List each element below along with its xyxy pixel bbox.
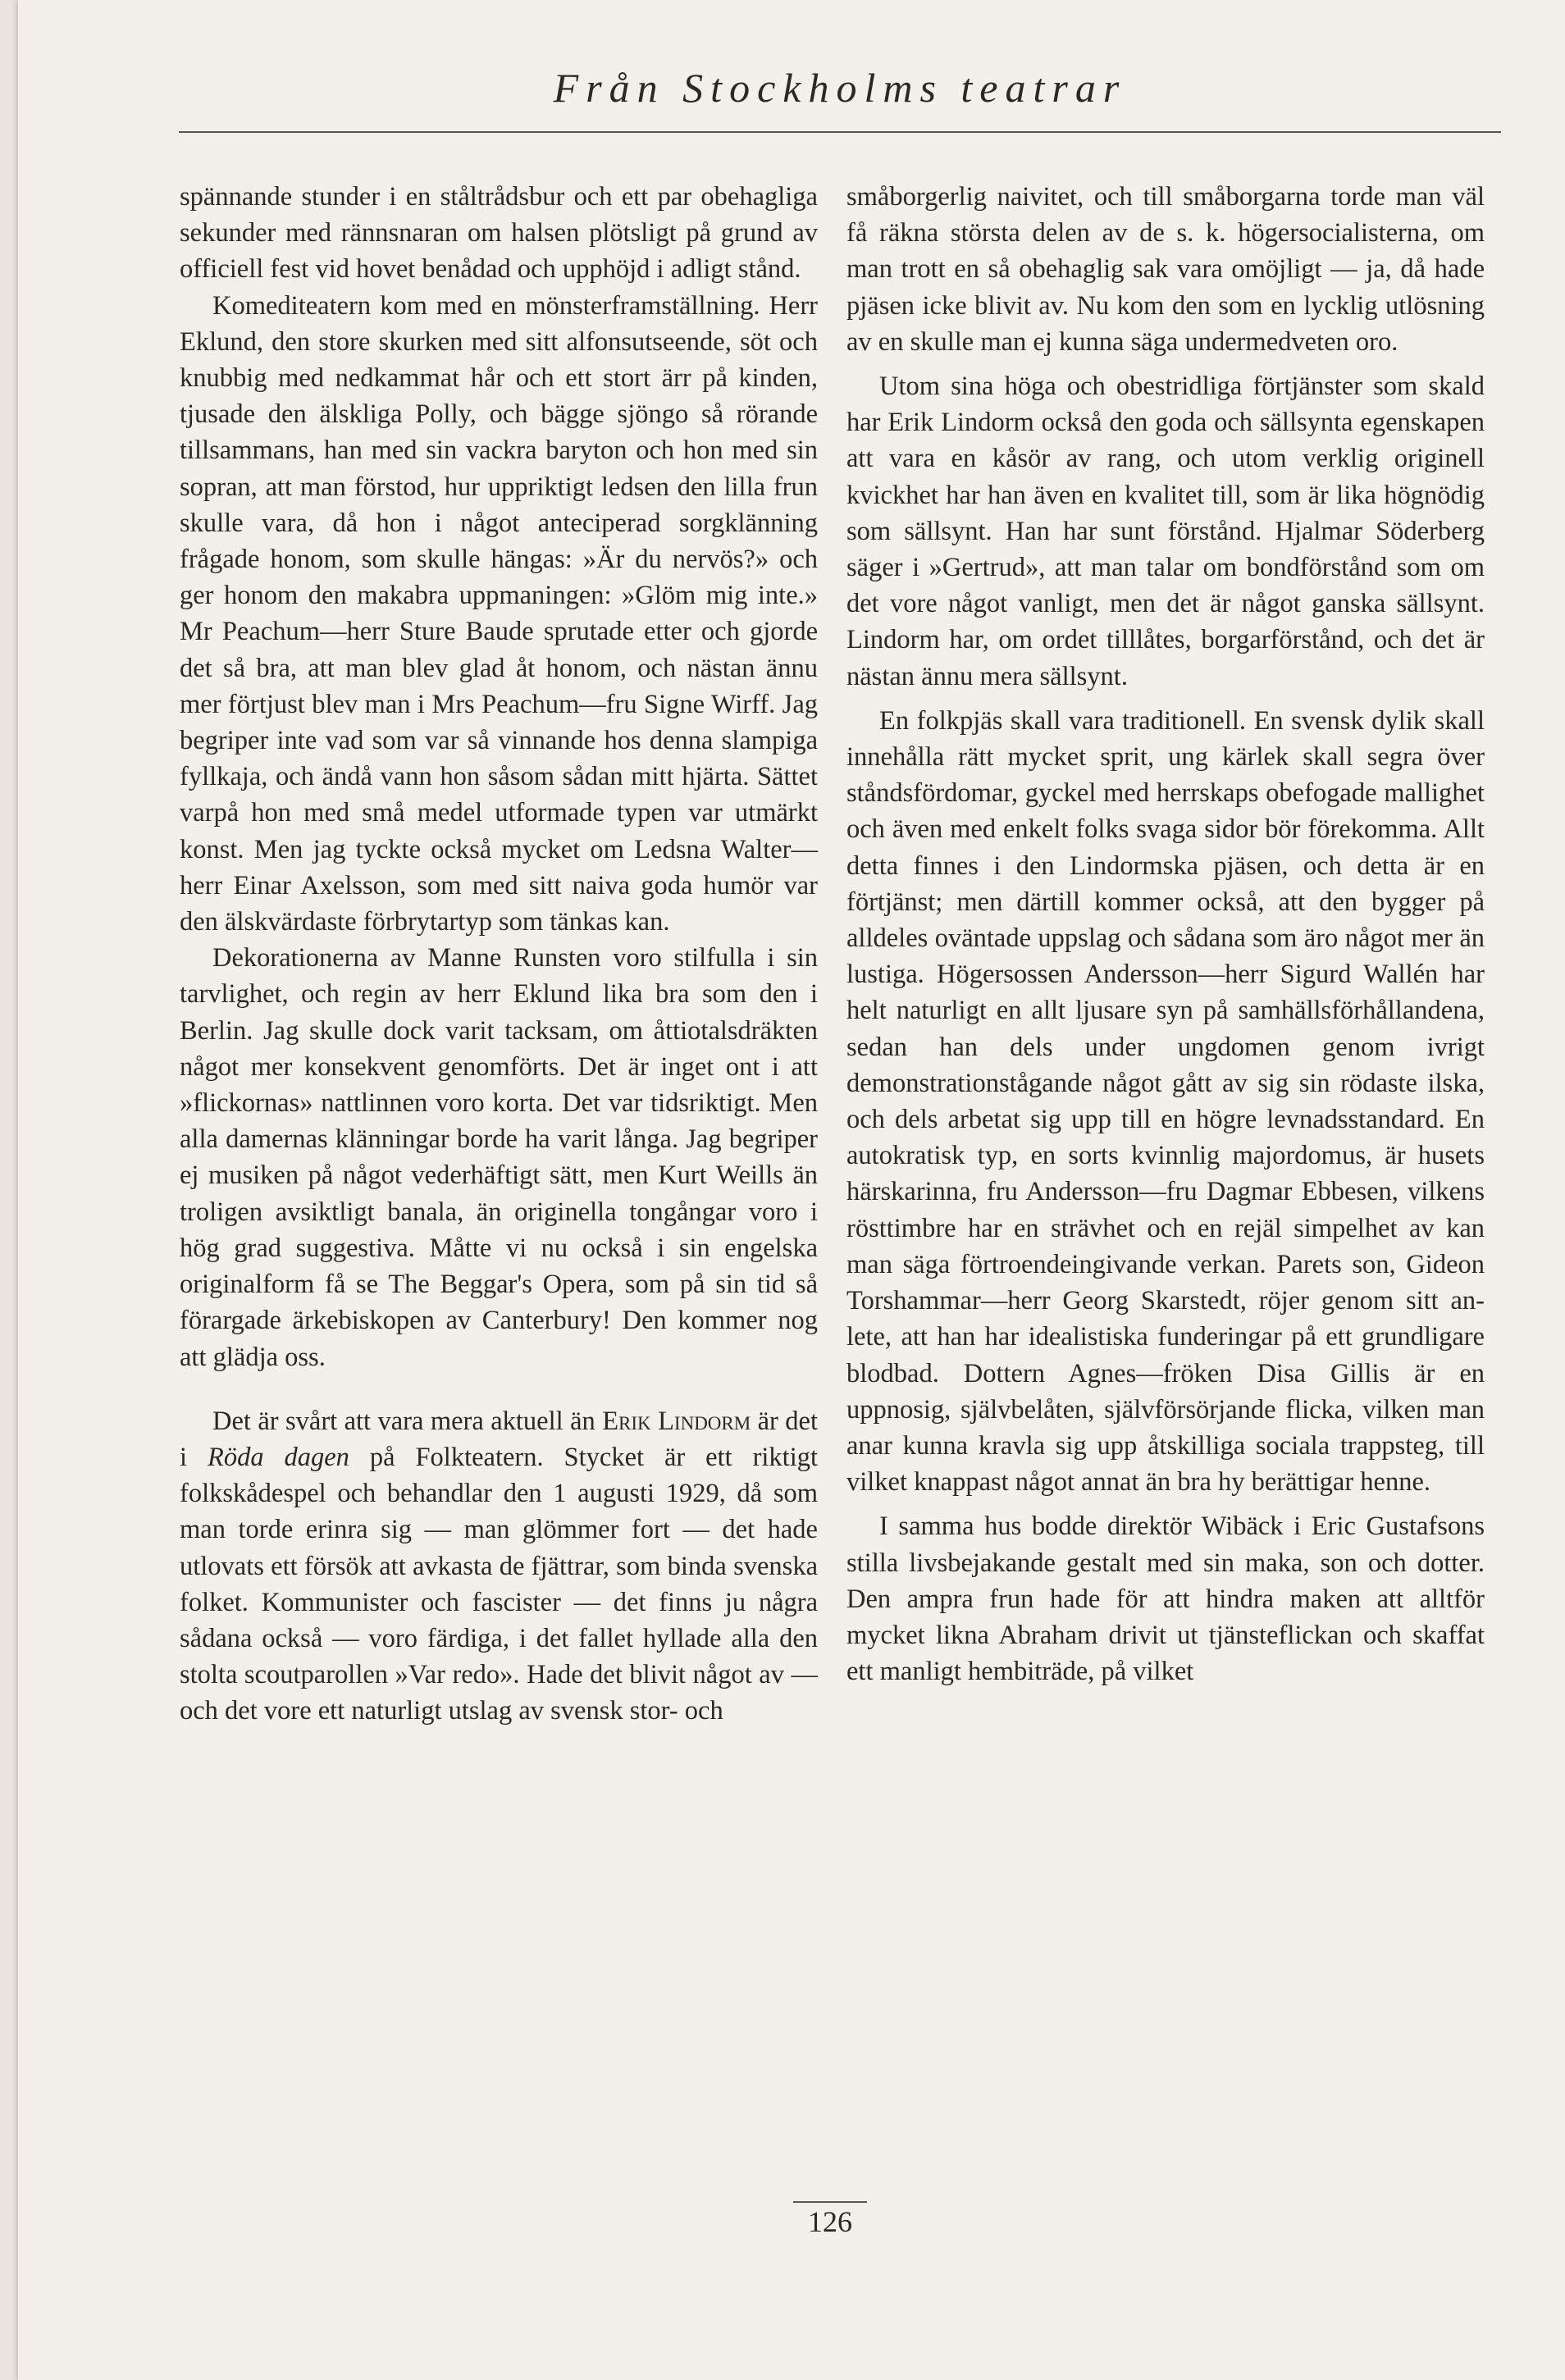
paragraph-5: småborgerlig naivitet, och till småborgarna torde man väl få räkna största delen av de s. k. högersocialisterna, om man trott en så obehaglig sak vara omöjligt — ja, då hade pjäsen icke blivit av. Nu kom den som en lycklig utlösning av en skulle man ej kunna säga undermedveten oro. (846, 182, 1485, 357)
paragraph-6: Utom sina höga och obestridliga förtjänster som skald har Erik Lindorm också den goda och sällsynta egenskapen att vara en kåsör av rang, och utom verklig originell kvickhet har han även en kvalitet till, som är lika högnödig som sällsynt. Han har sunt förstånd. Hjalmar Söderberg säger i »Gertrud», att man talar om bondförstånd som om det vore något vanligt, men det är något ganska sällsynt. Lindorm har, om ordet tilllåtes, borgarförstånd, och det är nästan ännu mera sällsynt. (846, 372, 1485, 691)
paragraph-4-end: på Folkteatern. Stycket är ett riktigt folkskådespel och behandlar den 1 augusti 1929, då som man torde erinra sig — man glömmer fort — det hade utlovats ett försök att avkasta de fjättrar, som binda svenska folket. Kommunister och fascister — det finns ju några sådana också — voro färdiga, i det fallet hyllade alla den stolta scoutparollen »Var redo». Hade det blivit något av — och det vore ett naturligt utslag av svensk stor- och (180, 1442, 819, 1726)
left-column (180, 179, 818, 1730)
paragraph-2: Komediteatern kom med en mönsterframställning. Herr Eklund, den store skurken med sitt alfonsutseende, söt och knubbig med nedkammat hår och ett stort ärr på kinden, tjusade den älskliga Polly, och bägge sjöngo så rörande tillsammans, han med sin vackra baryton och hon med sin sopran, att man förstod, hur uppriktigt ledsen den lilla frun skulle vara, då hon i något anteciperad sorgklänning frågade honom, som skulle hängas: »Är du nervös?» och ger honom den makabra uppmaningen: »Glöm mig inte.» Mr Peachum—herr Sture Baude sprutade etter och gjorde det så bra, att man blev glad åt honom, och nästan ännu mer förtjust blev man i Mrs Peachum—fru Signe Wirff. Jag begriper inte vad som var så vinnande hos denna slampiga fyllkaja, och ändå vann hon såsom sådan mitt hjärta. Sättet varpå hon med små medel utformade typen var utmärkt konst. Men jag tyckte också mycket om Ledsna Walter—herr Einar Axelsson, som med sitt naiva goda humör var den älskvärdaste förbrytartyp som tänkas kan. (180, 290, 818, 937)
author-name: Erik Lindorm (602, 1406, 751, 1436)
page-number: 126 (808, 2205, 852, 2238)
right-column (846, 179, 1485, 1689)
header-rule (179, 131, 1501, 133)
page-sheet (18, 0, 1565, 2380)
paragraph-8: I samma hus bodde direktör Wibäck i Eric Gustafsons stilla livsbejakande gestalt med sin maka, son och dotter. Den ampra frun hade för att hindra maken att alltför mycket likna Abraham drivit ut tjänsteflickan och skaffat ett manligt hembiträde, på vilket (846, 1511, 1485, 1687)
play-title: Röda dagen (207, 1442, 349, 1472)
paragraph-4-mid: är det i (180, 1406, 818, 1472)
running-head: Från Stockholms teatrar (553, 65, 1127, 111)
paragraph-7: En folkpjäs skall vara traditionell. En svensk dylik skall innehålla rätt mycket sprit, ung kärlek skall segra över ståndsfördomar, gyckel med herrskaps obefogade mallighet och även med enkelt folks svaga sidor bör förekomma. Allt detta finnes i den Lindormska pjäsen, och detta är en förtjänst; men därtill kommer också, att den bygger på alldeles oväntade uppslag och sådana som äro något mer än lustiga. Högersossen Andersson—herr Sigurd Wallén har helt naturligt en allt ljusare syn på samhällsförhållandena, sedan han dels under ungdomen genom ivrigt demonstrationstågande något gått av sig sin rödaste ilska, och dels arbetat sig upp till en högre levnadsstandard. En autokratisk typ, en sorts kvinnlig majordomus, är husets härskarinna, fru Andersson—fru Dagmar Ebbesen, vilkens rösttimbre har en strävhet och en rejäl simpelhet av kan man säga förtroendeingivande verkan. Parets son, Gideon Torshammar—herr Georg Skarstedt, röjer genom sitt anlete, att han har idealistiska funderingar på ett grundligare blodbad. Dottern Agnes—fröken Disa Gillis är en uppnosig, självbelåten, självförsörjande flicka, vilken man anar kunna kravla sig upp åtskilliga sociala trappsteg, till vilket knappast något annat än bra hy berättigar henne. (846, 705, 1485, 1498)
paragraph-4-start: Det är svårt att vara mera aktuell än (212, 1406, 603, 1436)
paragraph-1: spännande stunder i en ståltrådsbur och ett par obehagliga sekunder med rännsnaran om halsen plötsligt på grund av officiell fest vid hovet benådad och upphöjd i adligt stånd. (180, 182, 818, 285)
folio-rule (793, 2201, 867, 2203)
paragraph-4 (180, 1403, 818, 1730)
paragraph-3: Dekorationerna av Manne Runsten voro stilfulla i sin tarvlighet, och regin av herr Eklund lika bra som den i Berlin. Jag skulle dock varit tacksam, om åttiotalsdräkten något mer konsekvent genomförts. Det är inget ont i att »flickornas» nattlinnen voro korta. Det var tidsriktigt. Men alla damernas klänningar borde ha varit långa. Jag begriper ej musiken på något vederhäftigt sätt, men Kurt Weills än troligen avsiktligt banala, än originella tongångar voro i hög grad suggestiva. Måtte vi nu också i sin engelska originalform få se The Beggar's Opera, som på sin tid så förargade ärkebiskopen av Canterbury! Den kommer nog att glädja oss. (180, 943, 818, 1372)
